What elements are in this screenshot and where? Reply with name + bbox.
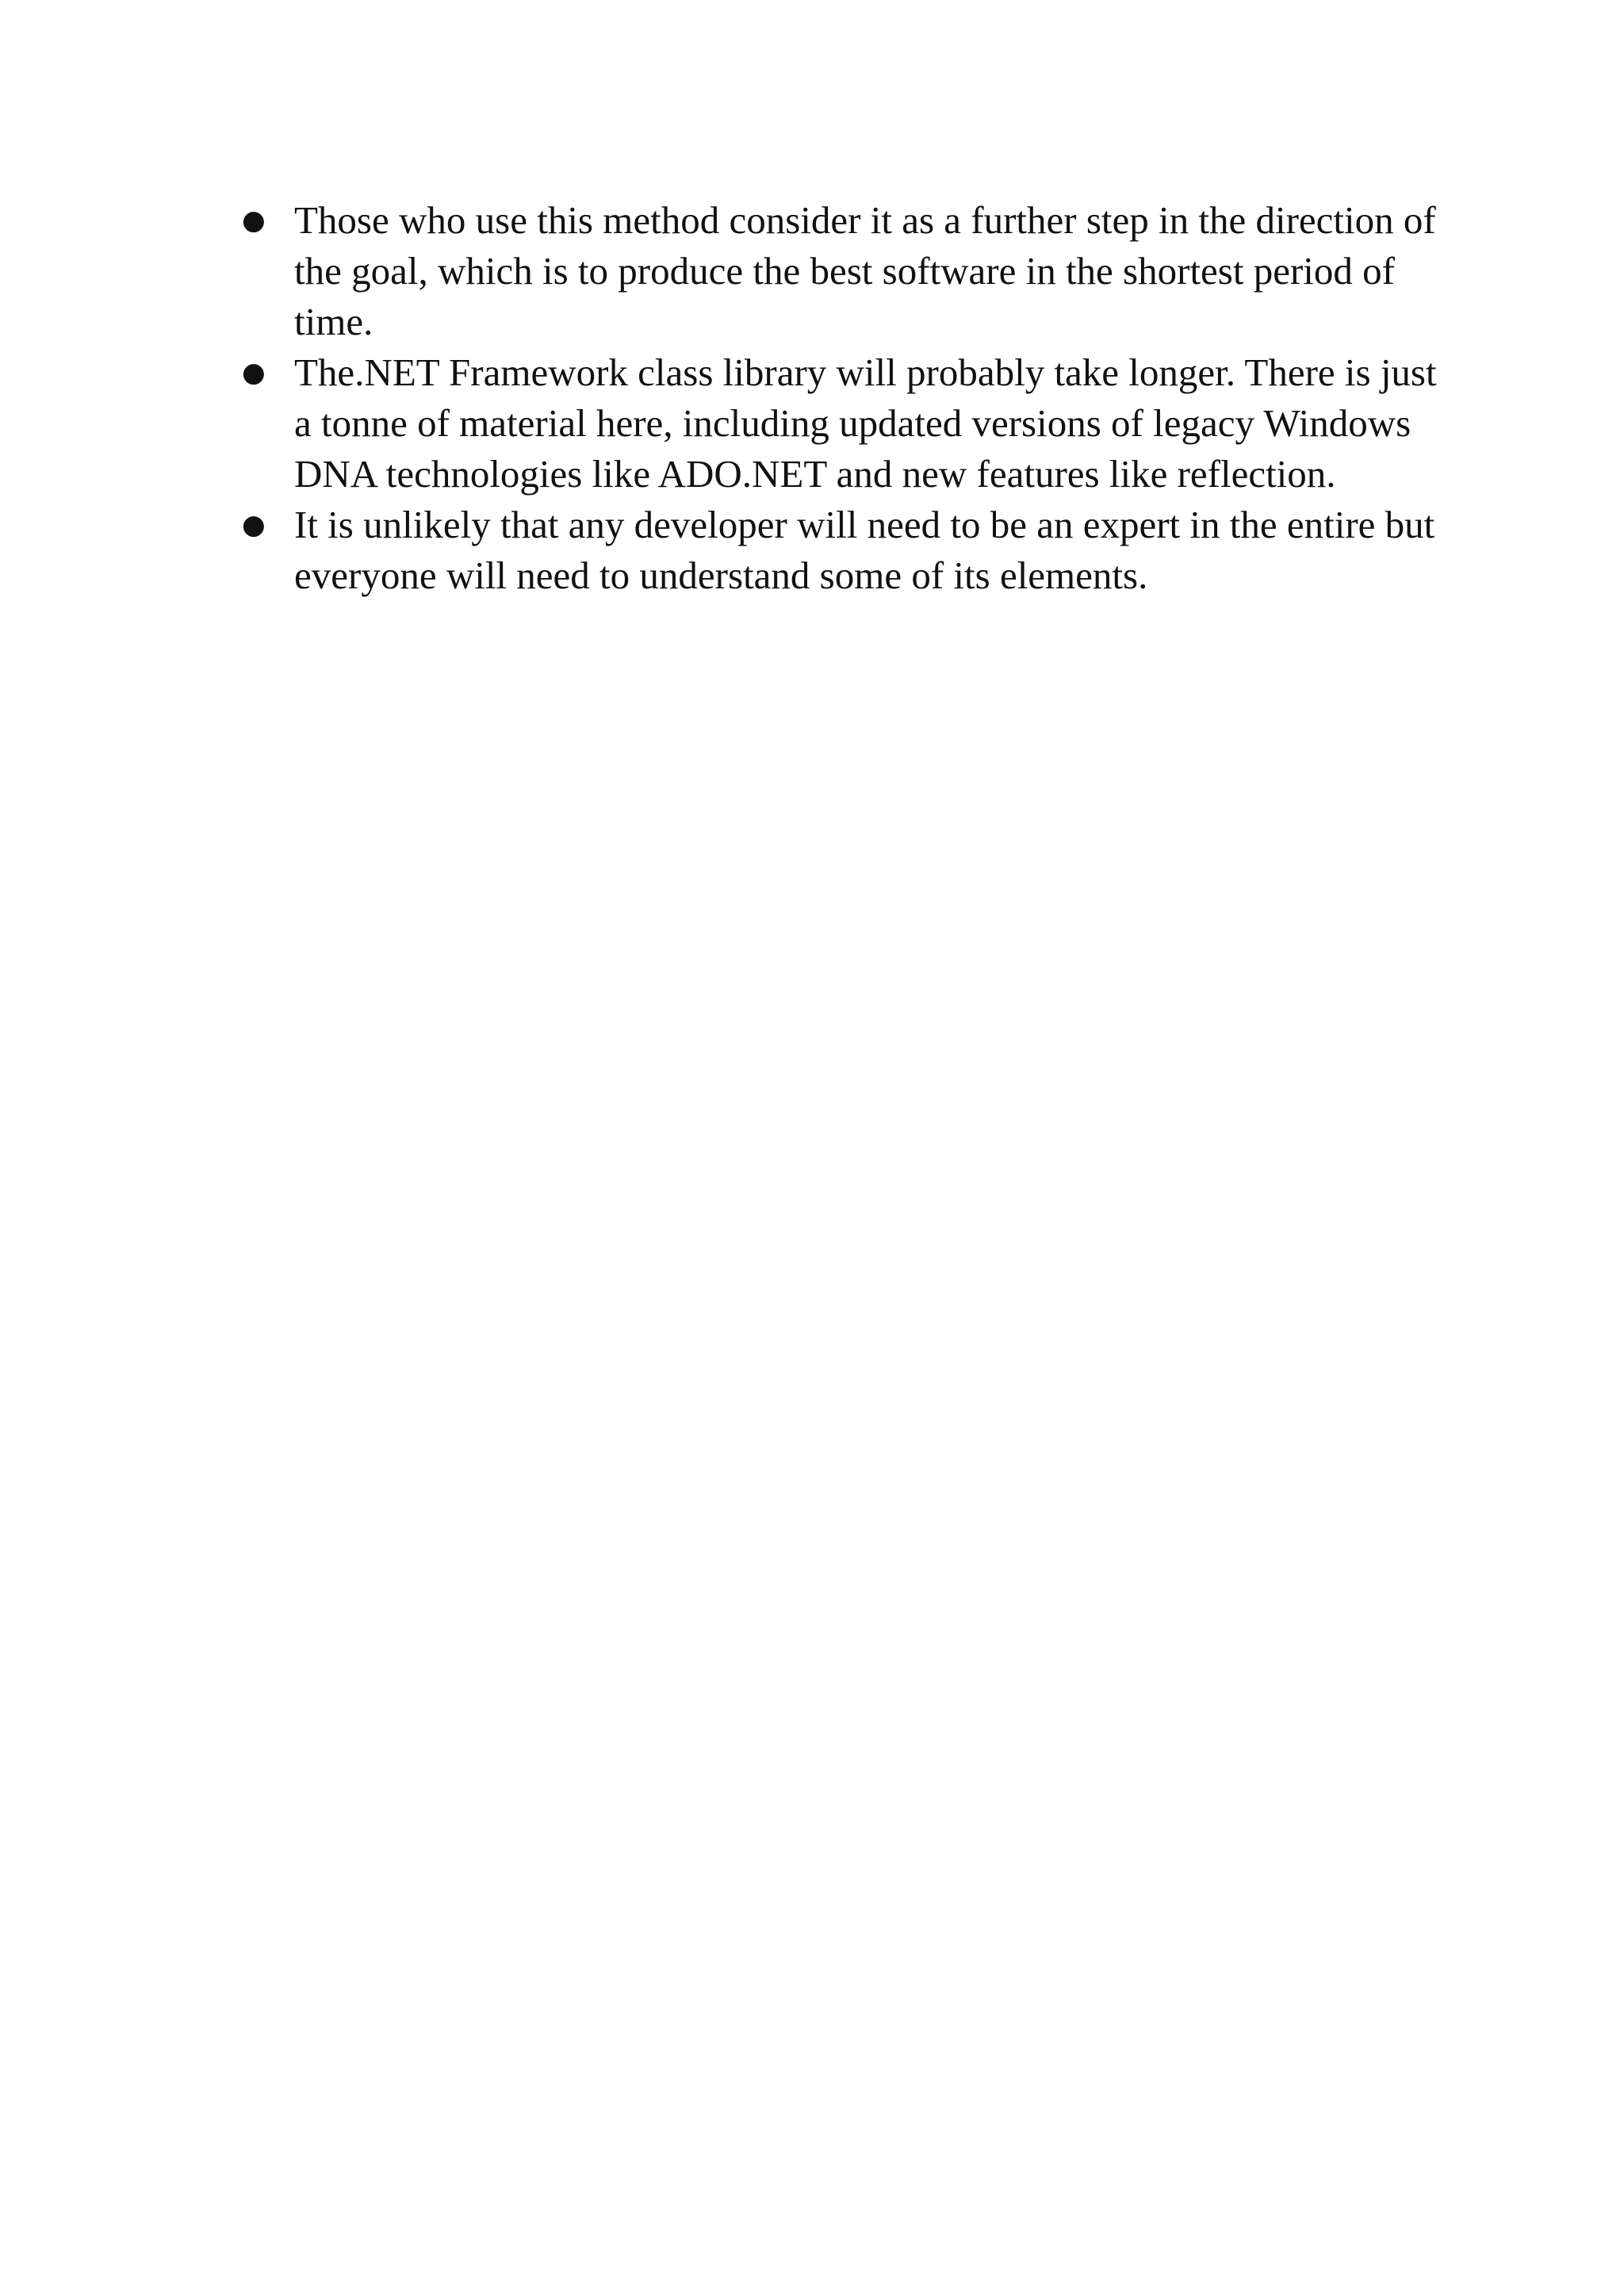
bullet-icon: ● bbox=[242, 205, 266, 236]
bullet-icon: ● bbox=[242, 357, 266, 389]
list-item bbox=[242, 500, 1447, 601]
list-item bbox=[242, 195, 1447, 347]
list-item-text: The.NET Framework class library will probably take longer. There is just a tonne of material here, including updated versions of legacy Windows DNA technologies like ADO.NET and new features like reflection. bbox=[294, 350, 1437, 496]
bullet-list bbox=[242, 195, 1447, 601]
list-item-text: It is unlikely that any developer will need to be an expert in the entire but everyone will need to understand some of its elements. bbox=[294, 503, 1435, 597]
list-item bbox=[242, 347, 1447, 500]
list-item-text: Those who use this method consider it as a further step in the direction of the goal, which is to produce the best software in the shortest period of time. bbox=[294, 198, 1436, 343]
bullet-icon: ● bbox=[242, 509, 266, 541]
